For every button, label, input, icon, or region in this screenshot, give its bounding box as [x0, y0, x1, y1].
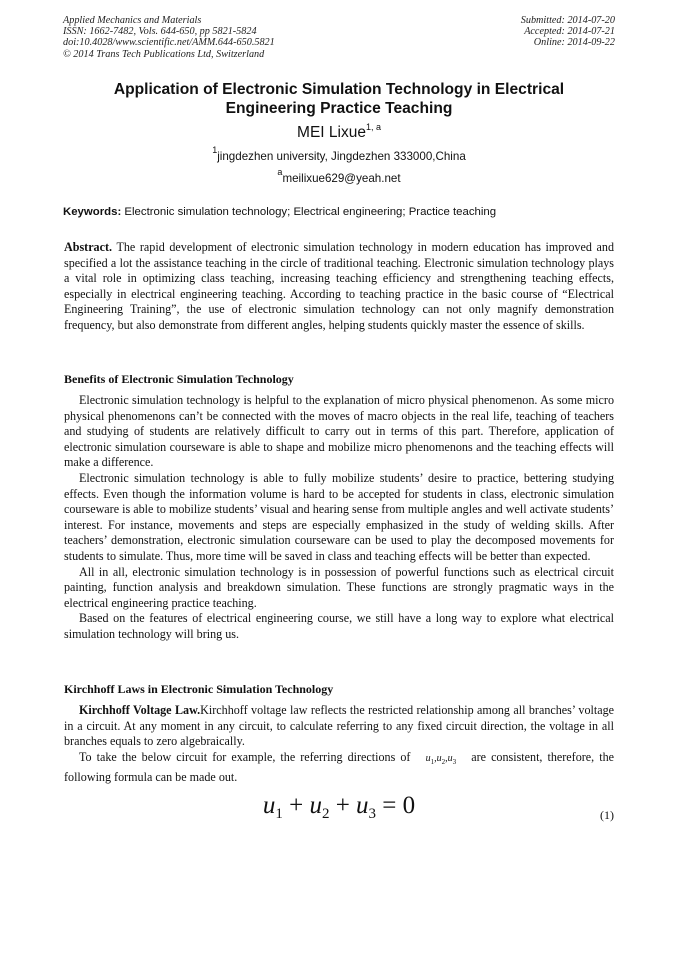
affiliation-text: jingdezhen university, Jingdezhen 333000,China	[217, 150, 466, 163]
equation-1	[64, 790, 614, 826]
paragraph: Based on the features of electrical engineering course, we still have a long way to explore what electrical simulation technology will bring us.	[64, 611, 614, 641]
journal-issn: ISSN: 1662-7482, Vols. 644-650, pp 5821-5824	[63, 26, 257, 38]
kvl-text: Kirchhoff voltage law reflects the restricted relationship among all branches’ voltage in a circuit. At any moment in any circuit, to calculate referring to any fixed circuit direction, the voltage in all branches equals to zero algebraically.	[64, 703, 614, 749]
author	[63, 124, 615, 142]
abstract	[64, 240, 614, 334]
accepted-date: Accepted: 2014-07-21	[524, 26, 615, 38]
paper-title	[63, 80, 615, 118]
keywords-text: Electronic simulation technology; Electrical engineering; Practice teaching	[124, 206, 497, 218]
section-heading-kirchhoff: Kirchhoff Laws in Electronic Simulation Technology	[64, 682, 334, 696]
paragraph: All in all, electronic simulation technology is in possession of powerful functions such as electrical circuit painting, function analysis and breakdown simulation. These functions are strongly pragmatic ways in the electrical engineering practice teaching.	[64, 564, 614, 610]
paper-title-line1: Application of Electronic Simulation Technology in Electrical	[113, 81, 565, 98]
abstract-label: Abstract.	[64, 240, 113, 254]
kvl-label: Kirchhoff Voltage Law.	[79, 703, 201, 717]
paragraph-kvl	[64, 703, 614, 750]
online-date: Online: 2014-09-22	[533, 37, 615, 49]
journal-copyright: © 2014 Trans Tech Publications Ltd, Switzerland	[63, 48, 265, 60]
paragraph: Electronic simulation technology is helpful to the explanation of micro physical phenomenon. As some micro physical phenomenons can’t be connected with the moves of macro objects in the real life, teaching of teachers and studying of students are relatively difficult to carry out in terms of this part. Therefore, application of electronic simulation courseware is able to shape and mobilize micro phenomenons and the teaching effects will make a difference.	[64, 393, 614, 470]
example-text-after: are consistent, therefore, the following formula can be made out.	[64, 749, 614, 785]
affiliation	[63, 145, 615, 163]
section-heading-benefits: Benefits of Electronic Simulation Technology	[64, 372, 294, 386]
journal-name: Applied Mechanics and Materials	[63, 15, 202, 26]
email-sup: a	[277, 167, 283, 177]
section-kirchhoff-body	[64, 703, 614, 786]
journal-header-right	[521, 15, 615, 49]
paragraph: Electronic simulation technology is able to fully mobilize students’ desire to practice, bettering studying effects. Even though the information volume is hard to be accepted for students in class, electronic simulation courseware is able to mobilize students’ visual and hearing sense from multiple angles and well activate students’ interest. For instance, movements and steps are especially emphasized in the study of welding skills. After teachers’ demonstration, electronic simulation courseware can be used to play the decomposed movements for students to simulate. Thus, more time will be saved in class and teaching effects will be better than expected.	[64, 470, 614, 563]
submitted-date: Submitted: 2014-07-20	[520, 15, 615, 26]
section-benefits-body	[64, 393, 614, 643]
keywords	[63, 206, 615, 218]
example-text-before: To take the below circuit for example, the referring directions of	[79, 749, 411, 764]
abstract-text: The rapid development of electronic simulation technology in modern education has improved and specified a lot the assistance teaching in the circle of traditional teaching. Electronic simulation technology plays a vital role in optimizing class teaching, increasing teaching efficiency and strengthening teaching effects, especially in electrical engineering teaching. According to teaching practice in the basic course of “Electrical Engineering Training”, the use of electronic simulation technology can not only magnify demonstration frequency, but also demonstrate from different angles, helping students quickly master the essence of skills.	[64, 240, 614, 332]
keywords-label: Keywords:	[63, 206, 122, 218]
author-name: MEI Lixue	[297, 124, 366, 141]
affiliation-sup: 1	[212, 145, 218, 155]
journal-doi: doi:10.4028/www.scientific.net/AMM.644-650.5821	[63, 37, 275, 49]
author-email	[63, 167, 615, 185]
author-sup: 1, a	[365, 122, 381, 132]
journal-header-left	[63, 15, 275, 60]
inline-variables: $u_1,u_2,u_3$	[425, 752, 457, 766]
email-text: meilixue629@yeah.net	[282, 172, 401, 185]
paragraph-example	[64, 750, 614, 786]
abstract-paragraph	[64, 240, 614, 334]
equation-formula: $u_1 + u_2 + u_3 = 0$	[262, 792, 416, 822]
equation-number: (1)	[600, 808, 614, 822]
paper-title-line2: Engineering Practice Teaching	[225, 100, 453, 117]
